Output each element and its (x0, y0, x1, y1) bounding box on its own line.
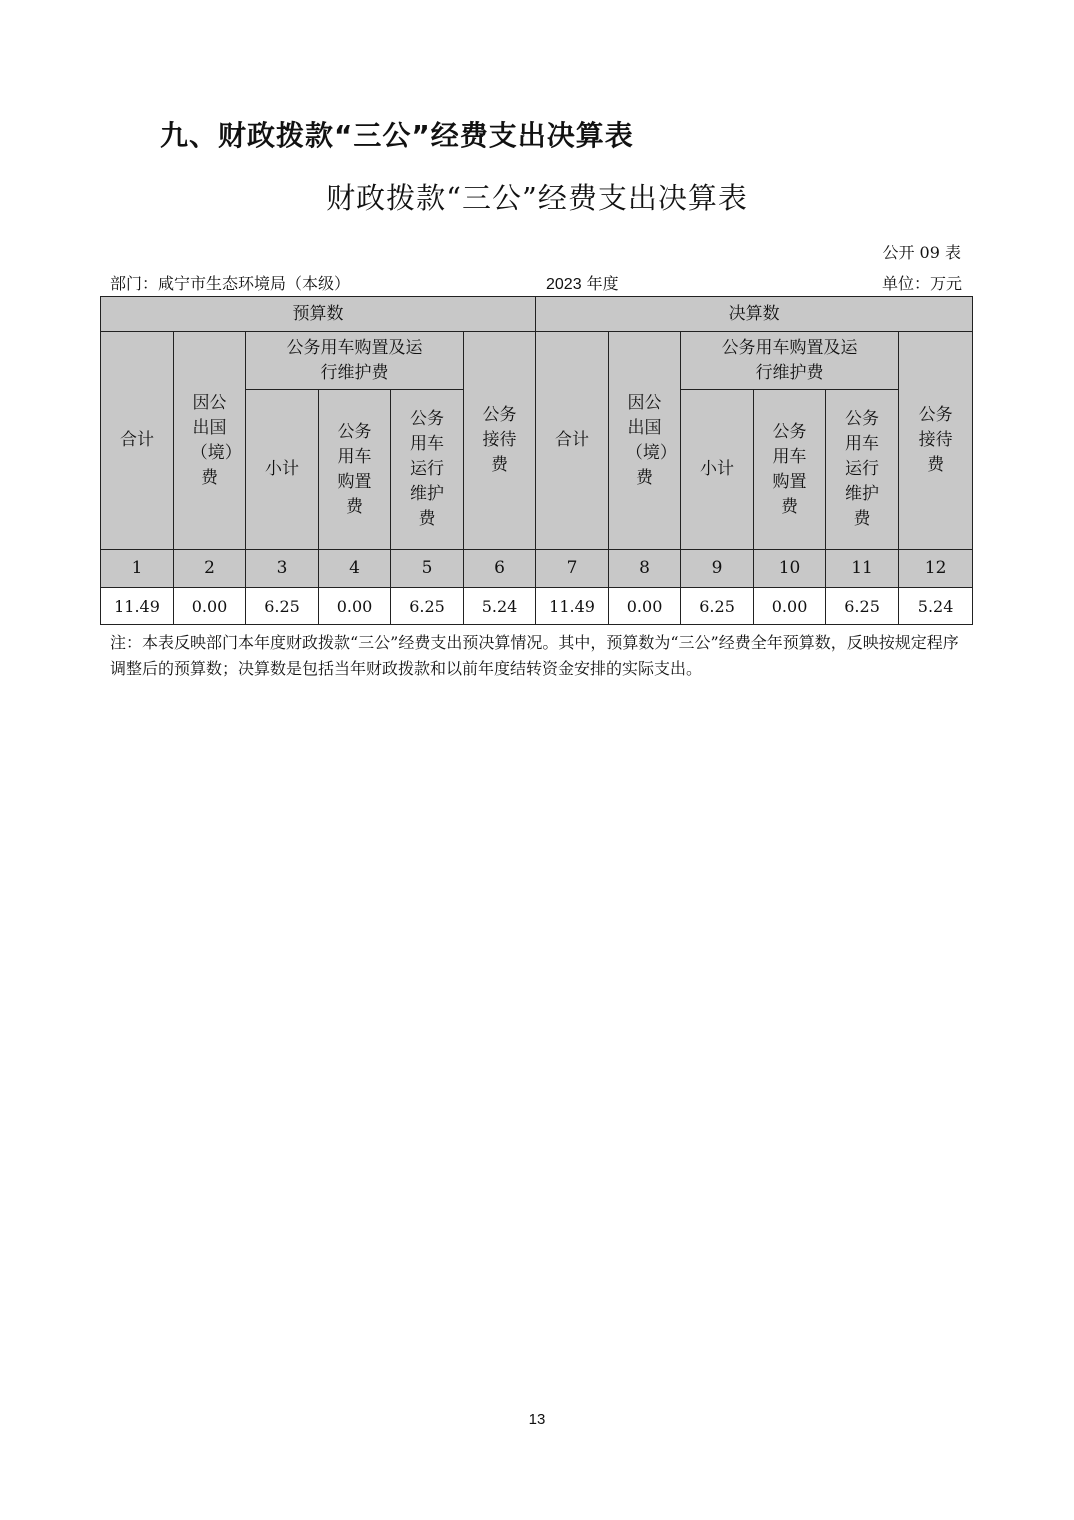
budget-vehicle-operation-header (391, 390, 464, 550)
budget-vehicle-purchase-header-text: 公务用车购置费 (337, 421, 372, 517)
final-group-header: 决算数 (536, 297, 973, 332)
column-number-row (101, 550, 973, 588)
budget-vehicle-purchase-header (319, 390, 391, 550)
value-cell: 5.24 (899, 588, 973, 625)
value-cell: 0.00 (609, 588, 681, 625)
column-number: 11 (826, 550, 899, 588)
unit-label: 单位：万元 (881, 274, 962, 293)
table-note: 注：本表反映部门本年度财政拨款“三公”经费支出预决算情况。其中，预算数为“三公”经费全年预算数，反映按规定程序调整后的预算数；决算数是包括当年财政拨款和以前年度结转资金安排的实际支出。 (110, 633, 959, 678)
fiscal-year-number: 2023 (546, 276, 582, 293)
final-vehicle-group-header-text: 公务用车购置及运行维护费 (721, 337, 858, 383)
value-cell: 6.25 (391, 588, 464, 625)
table-meta-row (110, 271, 962, 293)
department-label: 部门：咸宁市生态环境局（本级） (110, 274, 351, 293)
value-cell: 6.25 (681, 588, 754, 625)
budget-subtotal-header-text: 小计 (264, 459, 299, 479)
final-subtotal-header (681, 390, 754, 550)
column-number: 12 (899, 550, 973, 588)
budget-reception-header (464, 332, 536, 550)
budget-vehicle-operation-header-text: 公务用车运行维护费 (409, 409, 444, 529)
column-number: 10 (754, 550, 826, 588)
value-cell: 6.25 (246, 588, 319, 625)
budget-outbound-header (174, 332, 246, 550)
column-number: 6 (464, 550, 536, 588)
column-number: 4 (319, 550, 391, 588)
budget-outbound-header-text: 因公出国（境）费 (190, 392, 242, 488)
value-cell: 0.00 (754, 588, 826, 625)
final-reception-header (899, 332, 973, 550)
final-outbound-header-text: 因公出国（境）费 (625, 392, 677, 488)
value-cell: 0.00 (174, 588, 246, 625)
budget-group-header: 预算数 (101, 297, 536, 332)
budget-vehicle-group-header (246, 332, 464, 390)
table-row (101, 588, 973, 625)
final-reception-header-text: 公务接待费 (918, 405, 953, 475)
budget-total-header (101, 332, 174, 550)
budget-reception-header-text: 公务接待费 (482, 405, 517, 475)
final-vehicle-operation-header (826, 390, 899, 550)
final-vehicle-operation-header-text: 公务用车运行维护费 (845, 409, 880, 529)
value-cell: 0.00 (319, 588, 391, 625)
final-subtotal-header-text: 小计 (700, 459, 735, 479)
budget-total-header-text: 合计 (119, 430, 154, 450)
column-number: 3 (246, 550, 319, 588)
column-number: 7 (536, 550, 609, 588)
column-number: 8 (609, 550, 681, 588)
final-total-header-text: 合计 (555, 430, 590, 450)
final-vehicle-group-header (681, 332, 899, 390)
table-title: 财政拨款“三公”经费支出决算表 (326, 181, 748, 215)
column-number: 5 (391, 550, 464, 588)
fiscal-year-suffix: 年度 (581, 274, 619, 293)
budget-subtotal-header (246, 390, 319, 550)
column-number: 1 (101, 550, 174, 588)
final-outbound-header (609, 332, 681, 550)
page-number: 13 (528, 1411, 546, 1428)
column-number: 9 (681, 550, 754, 588)
form-code: 公开 09 表 (882, 243, 961, 262)
fiscal-year (546, 271, 619, 294)
three-public-expenses-table (100, 296, 973, 625)
final-total-header (536, 332, 609, 550)
column-number: 2 (174, 550, 246, 588)
final-vehicle-purchase-header-text: 公务用车购置费 (772, 421, 807, 517)
value-cell: 11.49 (536, 588, 609, 625)
value-cell: 11.49 (101, 588, 174, 625)
final-vehicle-purchase-header (754, 390, 826, 550)
section-heading: 九、财政拨款“三公”经费支出决算表 (160, 119, 634, 152)
value-cell: 5.24 (464, 588, 536, 625)
budget-vehicle-group-header-text: 公务用车购置及运行维护费 (286, 337, 423, 383)
value-cell: 6.25 (826, 588, 899, 625)
